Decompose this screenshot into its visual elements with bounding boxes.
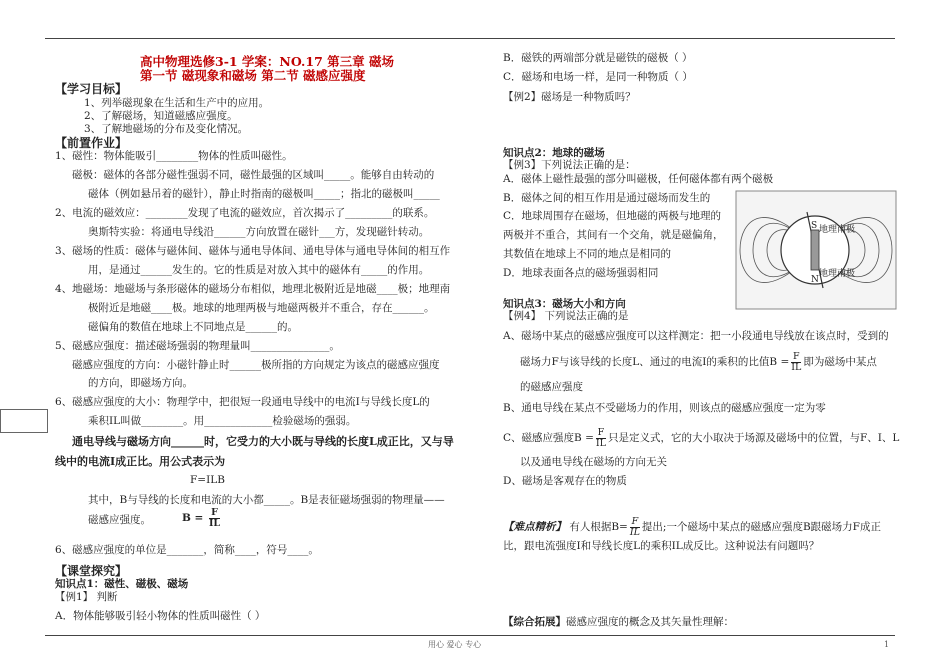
prehw-line: 通电导线与磁场方向______时，它受力的大小既与导线的长度L成正比，又与导: [72, 435, 454, 448]
prehw-line: 极附近是地磁____极。地球的地理两极与地磁两极并不重合，存在______。: [88, 302, 435, 314]
fig-label-bottom: 地理南极: [819, 269, 856, 279]
prehw-line: 磁感应强度的方向：小磁针静止时______极所指的方向规定为该点的磁感应强度: [72, 359, 440, 371]
prehw-line: 乘积IL叫做________。用_____________检验磁场的强弱。: [88, 415, 357, 427]
formula-b-def: B = $\frac{F}{IL}$: [182, 507, 221, 529]
example-1-c: C．磁场和电场一样，是同一种物质（ ）: [503, 71, 693, 83]
prehw-line: 3、磁场的性质：磁体与磁体间、磁体与通电导体间、通电导体与通电导体间的相互作: [55, 245, 451, 257]
prehw-line: 6、磁感应强度的单位是_______，简称____，符号____。: [55, 544, 319, 556]
prehw-line: 磁感应强度。: [88, 514, 151, 526]
svg-text:S: S: [811, 221, 818, 231]
fig-label-top: 地理南极: [819, 225, 856, 235]
example-3-option: A．磁体上磁性最强的部分叫磁极，任何磁体都有两个磁极: [503, 173, 774, 185]
example-4-b: B、通电导线在某点不受磁场力的作用，则该点的磁感应强度一定为零: [503, 402, 826, 414]
example-1-b: B．磁铁的两端部分就是磁铁的磁极（ ）: [503, 52, 693, 64]
example-2: 【例2】磁场是一种物质吗？: [503, 91, 636, 103]
goal-item: 3、了解地磁场的分布及变化情况。: [84, 123, 249, 135]
earth-magnetic-field-figure: [735, 190, 897, 310]
example-3-option: 其数值在地球上不同的地点是相同的: [503, 248, 671, 260]
footer-text: 用心 爱心 专心: [428, 640, 482, 649]
prehw-line: 磁体（例如悬吊着的磁针），静止时指南的磁极叫_____；指北的磁极叫_____: [88, 188, 440, 200]
prehw-heading: 【前置作业】: [55, 136, 128, 150]
example-4: 【例4】 下列说法正确的是: [503, 310, 629, 322]
example-1-a: A．物体能够吸引轻小物体的性质叫磁性（ ）: [55, 610, 266, 622]
prehw-line: 磁偏角的数值在地球上不同地点是______的。: [88, 321, 298, 333]
kp1-heading: 知识点1：磁性、磁极、磁场: [55, 578, 189, 590]
page-title: 高中物理选修3-1 学案：NO.17 第三章 磁场: [140, 54, 394, 69]
difficulty-analysis-line2: 比，跟电流强度I和导线长度L的乘积IL成反比。这种说法有问题吗？: [503, 540, 820, 552]
example-4-c-line1: C、磁感应强度B = $\frac{F}{IL}$ 只是定义式，它的大小取决于场源及磁场中的位置，与F、I、L: [503, 427, 900, 449]
bottom-rule: [45, 635, 895, 636]
prehw-line: 奥斯特实验：将通电导线沿______方向放置在磁针___方，发现磁针转动。: [88, 226, 430, 238]
margin-box: [0, 409, 48, 433]
example-3: 【例3】下列说法正确的是：: [503, 159, 636, 171]
goals-heading: 【学习目标】: [55, 82, 128, 96]
prehw-line: 2、电流的磁效应：________发现了电流的磁效应，首次揭示了_________的联系。: [55, 207, 435, 219]
prehw-line: 线中的电流I成正比。用公式表示为: [55, 455, 226, 468]
prehw-line: 其中，B与导线的长度和电流的大小都_____。B是表征磁场强弱的物理量——: [88, 494, 445, 506]
example-4-a-line2: 磁场力F与该导线的长度L、通过的电流I的乘积的比值B = $\frac{F}{IL}$ 即为磁场中某点: [520, 351, 877, 373]
example-3-option: B．磁体之间的相互作用是通过磁场而发生的: [503, 192, 711, 204]
top-rule: [45, 38, 895, 39]
prehw-line: 用，是通过______发生的。它的性质是对放入其中的磁体有_____的作用。: [88, 264, 430, 276]
example-3-option: C．地球周围存在磁场，但地磁的两极与地理的: [503, 210, 722, 222]
goal-item: 1、列举磁现象在生活和生产中的应用。: [84, 97, 270, 109]
example-4-c-line2: 以及通电导线在磁场的方向无关: [520, 456, 667, 468]
example-3-option: D．地球表面各点的磁场强弱相同: [503, 267, 659, 279]
example-4-d: D、磁场是客观存在的物质: [503, 475, 627, 487]
page-number: 1: [884, 640, 890, 649]
prehw-line: 磁极：磁体的各部分磁性强弱不同，磁性最强的区域叫_____。能够自由转动的: [72, 169, 435, 181]
example-4-a-line1: A、磁场中某点的磁感应强度可以这样测定：把一小段通电导线放在该点时，受到的: [503, 330, 889, 342]
example-4-a-line3: 的磁感应强度: [520, 381, 583, 393]
example-3-option: 两极并不重合，其间有一个交角，就是磁偏角，: [503, 229, 724, 241]
kp2-heading: 知识点2：地球的磁场: [503, 147, 605, 159]
formula-filb: F=ILB: [190, 474, 225, 486]
difficulty-analysis: 【难点精析】 有人根据B= $\frac{F}{IL}$ 提出;一个磁场中某点的磁感应强度B跟磁场力F成正: [503, 516, 881, 538]
page-subtitle: 第一节 磁现象和磁场 第二节 磁感应强度: [140, 68, 366, 83]
kp3-heading: 知识点3：磁场大小和方向: [503, 298, 626, 310]
extension: 【综合拓展】磁感应强度的概念及其矢量性理解：: [503, 616, 734, 628]
goal-item: 2、了解磁场，知道磁感应强度。: [84, 110, 238, 122]
prehw-line: 的方向，即磁场方向。: [88, 377, 193, 389]
prehw-line: 4、地磁场：地磁场与条形磁体的磁场分布相似，地理北极附近是地磁____极；地理南: [55, 283, 451, 295]
prehw-line: 6、磁感应强度的大小：物理学中，把很短一段通电导线中的电流I与导线长度L的: [55, 396, 430, 408]
example-1: 【例1】 判断: [55, 591, 118, 603]
explore-heading: 【课堂探究】: [55, 564, 128, 578]
prehw-line: 1、磁性：物体能吸引________物体的性质叫磁性。: [55, 150, 293, 162]
prehw-line: 5、磁感应强度：描述磁场强弱的物理量叫_______________。: [55, 340, 340, 352]
svg-text:N: N: [811, 275, 819, 285]
